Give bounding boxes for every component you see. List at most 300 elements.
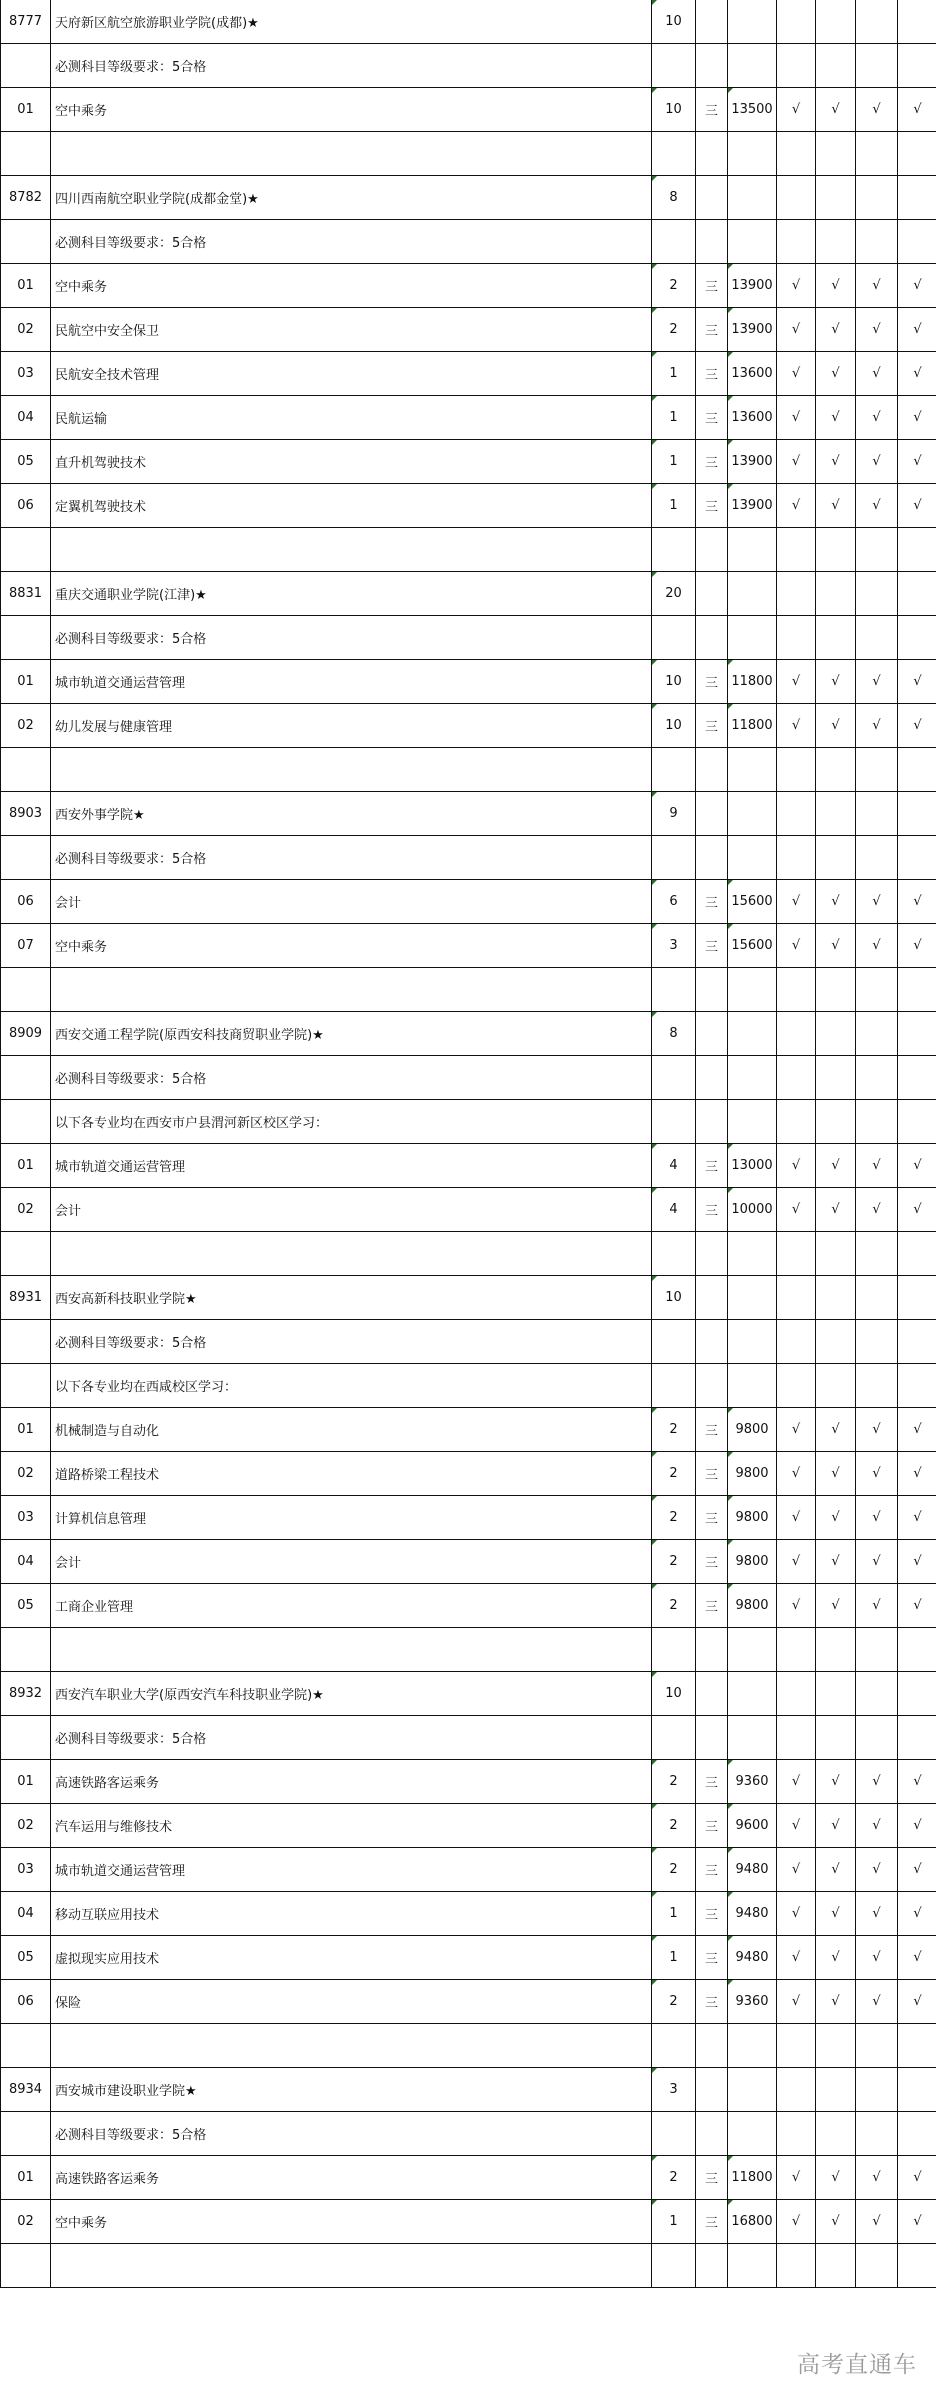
count-cell bbox=[652, 968, 696, 1012]
check-cell bbox=[777, 1056, 816, 1100]
count-cell bbox=[652, 220, 696, 264]
major-row bbox=[1, 484, 936, 528]
check-cell: √ bbox=[777, 660, 816, 704]
count-cell: 10 bbox=[652, 1276, 696, 1320]
count-cell: 9 bbox=[652, 792, 696, 836]
count-cell: 2 bbox=[652, 1452, 696, 1496]
blank-row bbox=[1, 968, 936, 1012]
count-cell: 8 bbox=[652, 1012, 696, 1056]
check-cell bbox=[816, 1672, 856, 1716]
level-cell: 三 bbox=[696, 924, 728, 968]
check-cell: √ bbox=[856, 704, 898, 748]
check-cell: √ bbox=[816, 704, 856, 748]
code-cell bbox=[1, 968, 51, 1012]
level-cell: 三 bbox=[696, 660, 728, 704]
code-cell: 02 bbox=[1, 1452, 51, 1496]
level-cell bbox=[696, 1276, 728, 1320]
level-cell: 三 bbox=[696, 1980, 728, 2024]
code-cell: 06 bbox=[1, 484, 51, 528]
check-cell: √ bbox=[777, 440, 816, 484]
check-cell bbox=[777, 1276, 816, 1320]
check-cell: √ bbox=[856, 1936, 898, 1980]
code-cell: 8777 bbox=[1, 0, 51, 44]
level-cell bbox=[696, 572, 728, 616]
fee-cell bbox=[728, 0, 777, 44]
code-cell: 01 bbox=[1, 660, 51, 704]
code-cell: 03 bbox=[1, 352, 51, 396]
check-cell bbox=[777, 616, 816, 660]
check-cell: √ bbox=[856, 1848, 898, 1892]
count-cell: 4 bbox=[652, 1144, 696, 1188]
note-row bbox=[1, 1320, 936, 1364]
level-cell bbox=[696, 2112, 728, 2156]
check-cell bbox=[898, 1716, 936, 1760]
level-cell bbox=[696, 2024, 728, 2068]
check-cell: √ bbox=[898, 264, 936, 308]
name-cell: 民航空中安全保卫 bbox=[51, 308, 652, 352]
level-cell: 三 bbox=[696, 264, 728, 308]
major-row bbox=[1, 1848, 936, 1892]
school-row bbox=[1, 2068, 936, 2112]
level-cell bbox=[696, 616, 728, 660]
code-cell: 06 bbox=[1, 880, 51, 924]
check-cell: √ bbox=[816, 1188, 856, 1232]
check-cell bbox=[898, 220, 936, 264]
check-cell: √ bbox=[816, 352, 856, 396]
check-cell bbox=[898, 176, 936, 220]
check-cell bbox=[777, 1716, 816, 1760]
level-cell: 三 bbox=[696, 396, 728, 440]
check-cell bbox=[856, 1320, 898, 1364]
note-row bbox=[1, 1056, 936, 1100]
major-row bbox=[1, 440, 936, 484]
major-row bbox=[1, 88, 936, 132]
code-cell: 02 bbox=[1, 704, 51, 748]
level-cell bbox=[696, 1716, 728, 1760]
check-cell: √ bbox=[898, 880, 936, 924]
fee-cell: 9480 bbox=[728, 1848, 777, 1892]
code-cell: 02 bbox=[1, 308, 51, 352]
fee-cell: 9360 bbox=[728, 1760, 777, 1804]
code-cell: 8932 bbox=[1, 1672, 51, 1716]
level-cell bbox=[696, 176, 728, 220]
level-cell: 三 bbox=[696, 1936, 728, 1980]
count-cell: 1 bbox=[652, 352, 696, 396]
count-cell: 2 bbox=[652, 1848, 696, 1892]
count-cell: 2 bbox=[652, 1760, 696, 1804]
name-cell: 计算机信息管理 bbox=[51, 1496, 652, 1540]
fee-cell: 13600 bbox=[728, 352, 777, 396]
check-cell bbox=[816, 2068, 856, 2112]
check-cell bbox=[898, 748, 936, 792]
check-cell bbox=[777, 2068, 816, 2112]
name-cell: 会计 bbox=[51, 1540, 652, 1584]
count-cell bbox=[652, 2112, 696, 2156]
name-cell: 工商企业管理 bbox=[51, 1584, 652, 1628]
name-cell: 机械制造与自动化 bbox=[51, 1408, 652, 1452]
check-cell bbox=[816, 2112, 856, 2156]
fee-cell: 9800 bbox=[728, 1496, 777, 1540]
check-cell bbox=[777, 1628, 816, 1672]
check-cell: √ bbox=[816, 1980, 856, 2024]
count-cell: 2 bbox=[652, 1804, 696, 1848]
level-cell: 三 bbox=[696, 2156, 728, 2200]
check-cell: √ bbox=[856, 880, 898, 924]
count-cell bbox=[652, 44, 696, 88]
check-cell: √ bbox=[898, 1144, 936, 1188]
check-cell: √ bbox=[816, 1496, 856, 1540]
check-cell bbox=[898, 616, 936, 660]
fee-cell: 9800 bbox=[728, 1452, 777, 1496]
major-row bbox=[1, 2200, 936, 2244]
check-cell: √ bbox=[898, 1452, 936, 1496]
check-cell bbox=[856, 528, 898, 572]
major-row bbox=[1, 1760, 936, 1804]
check-cell: √ bbox=[777, 1144, 816, 1188]
check-cell bbox=[898, 2112, 936, 2156]
name-cell bbox=[51, 2244, 652, 2288]
check-cell bbox=[856, 1232, 898, 1276]
major-row bbox=[1, 308, 936, 352]
check-cell bbox=[856, 1628, 898, 1672]
check-cell bbox=[898, 1232, 936, 1276]
fee-cell: 9480 bbox=[728, 1892, 777, 1936]
code-cell bbox=[1, 616, 51, 660]
check-cell bbox=[777, 528, 816, 572]
note-row bbox=[1, 836, 936, 880]
check-cell bbox=[898, 1100, 936, 1144]
check-cell bbox=[898, 1364, 936, 1408]
count-cell: 2 bbox=[652, 1584, 696, 1628]
level-cell bbox=[696, 220, 728, 264]
note-row bbox=[1, 616, 936, 660]
level-cell bbox=[696, 836, 728, 880]
name-cell: 定翼机驾驶技术 bbox=[51, 484, 652, 528]
major-row bbox=[1, 924, 936, 968]
check-cell: √ bbox=[777, 704, 816, 748]
name-cell bbox=[51, 1232, 652, 1276]
check-cell bbox=[898, 1672, 936, 1716]
check-cell: √ bbox=[856, 1804, 898, 1848]
name-cell: 空中乘务 bbox=[51, 924, 652, 968]
note-cell: 必测科目等级要求：5合格 bbox=[51, 1716, 652, 1760]
check-cell bbox=[816, 528, 856, 572]
fee-cell: 15600 bbox=[728, 924, 777, 968]
code-cell bbox=[1, 1320, 51, 1364]
check-cell bbox=[816, 616, 856, 660]
check-cell bbox=[898, 528, 936, 572]
level-cell: 三 bbox=[696, 1848, 728, 1892]
check-cell bbox=[777, 748, 816, 792]
code-cell: 04 bbox=[1, 1540, 51, 1584]
code-cell bbox=[1, 1056, 51, 1100]
count-cell: 6 bbox=[652, 880, 696, 924]
name-cell: 城市轨道交通运营管理 bbox=[51, 1144, 652, 1188]
count-cell: 1 bbox=[652, 1892, 696, 1936]
check-cell: √ bbox=[816, 1848, 856, 1892]
check-cell: √ bbox=[816, 440, 856, 484]
count-cell bbox=[652, 1716, 696, 1760]
check-cell: √ bbox=[816, 264, 856, 308]
code-cell: 8782 bbox=[1, 176, 51, 220]
code-cell bbox=[1, 2024, 51, 2068]
count-cell: 4 bbox=[652, 1188, 696, 1232]
check-cell bbox=[856, 132, 898, 176]
major-row bbox=[1, 1144, 936, 1188]
check-cell bbox=[856, 1276, 898, 1320]
fee-cell: 13900 bbox=[728, 264, 777, 308]
name-cell: 城市轨道交通运营管理 bbox=[51, 1848, 652, 1892]
major-row bbox=[1, 1540, 936, 1584]
check-cell: √ bbox=[856, 1760, 898, 1804]
check-cell: √ bbox=[777, 1408, 816, 1452]
check-cell bbox=[898, 1320, 936, 1364]
code-cell: 8903 bbox=[1, 792, 51, 836]
fee-cell: 10000 bbox=[728, 1188, 777, 1232]
check-cell bbox=[816, 0, 856, 44]
level-cell bbox=[696, 44, 728, 88]
fee-cell bbox=[728, 836, 777, 880]
check-cell bbox=[816, 792, 856, 836]
check-cell: √ bbox=[777, 264, 816, 308]
count-cell: 2 bbox=[652, 1496, 696, 1540]
code-cell: 01 bbox=[1, 1408, 51, 1452]
code-cell bbox=[1, 748, 51, 792]
check-cell bbox=[816, 2024, 856, 2068]
check-cell bbox=[898, 968, 936, 1012]
check-cell: √ bbox=[898, 352, 936, 396]
check-cell bbox=[898, 0, 936, 44]
check-cell: √ bbox=[777, 308, 816, 352]
blank-row bbox=[1, 1232, 936, 1276]
level-cell bbox=[696, 1628, 728, 1672]
name-cell: 四川西南航空职业学院(成都金堂)★ bbox=[51, 176, 652, 220]
count-cell: 2 bbox=[652, 1408, 696, 1452]
major-row bbox=[1, 2156, 936, 2200]
code-cell bbox=[1, 528, 51, 572]
level-cell bbox=[696, 1232, 728, 1276]
blank-row bbox=[1, 2244, 936, 2288]
check-cell: √ bbox=[777, 1804, 816, 1848]
code-cell: 07 bbox=[1, 924, 51, 968]
check-cell: √ bbox=[816, 880, 856, 924]
check-cell bbox=[816, 968, 856, 1012]
count-cell: 1 bbox=[652, 1936, 696, 1980]
code-cell: 02 bbox=[1, 2200, 51, 2244]
level-cell: 三 bbox=[696, 2200, 728, 2244]
check-cell bbox=[856, 1364, 898, 1408]
level-cell: 三 bbox=[696, 1408, 728, 1452]
check-cell: √ bbox=[898, 660, 936, 704]
check-cell: √ bbox=[856, 2156, 898, 2200]
check-cell: √ bbox=[898, 308, 936, 352]
fee-cell bbox=[728, 2068, 777, 2112]
note-row bbox=[1, 44, 936, 88]
check-cell bbox=[856, 1100, 898, 1144]
code-cell: 02 bbox=[1, 1804, 51, 1848]
check-cell bbox=[777, 2244, 816, 2288]
major-row bbox=[1, 396, 936, 440]
school-row bbox=[1, 0, 936, 44]
check-cell bbox=[898, 2068, 936, 2112]
note-cell: 必测科目等级要求：5合格 bbox=[51, 1320, 652, 1364]
check-cell: √ bbox=[816, 1584, 856, 1628]
name-cell bbox=[51, 132, 652, 176]
blank-row bbox=[1, 748, 936, 792]
check-cell: √ bbox=[898, 2200, 936, 2244]
check-cell bbox=[777, 2112, 816, 2156]
level-cell: 三 bbox=[696, 1584, 728, 1628]
major-row bbox=[1, 704, 936, 748]
check-cell: √ bbox=[777, 2156, 816, 2200]
check-cell bbox=[898, 44, 936, 88]
note-cell: 必测科目等级要求：5合格 bbox=[51, 1056, 652, 1100]
count-cell: 10 bbox=[652, 1672, 696, 1716]
check-cell: √ bbox=[816, 1936, 856, 1980]
check-cell: √ bbox=[898, 1980, 936, 2024]
name-cell: 汽车运用与维修技术 bbox=[51, 1804, 652, 1848]
check-cell bbox=[777, 0, 816, 44]
check-cell bbox=[816, 1716, 856, 1760]
level-cell: 三 bbox=[696, 484, 728, 528]
fee-cell bbox=[728, 528, 777, 572]
check-cell: √ bbox=[816, 2200, 856, 2244]
check-cell bbox=[856, 0, 898, 44]
check-cell: √ bbox=[856, 924, 898, 968]
fee-cell: 9800 bbox=[728, 1408, 777, 1452]
check-cell bbox=[777, 2024, 816, 2068]
school-row bbox=[1, 1012, 936, 1056]
check-cell bbox=[777, 44, 816, 88]
name-cell: 重庆交通职业学院(江津)★ bbox=[51, 572, 652, 616]
count-cell bbox=[652, 1232, 696, 1276]
check-cell bbox=[856, 836, 898, 880]
code-cell bbox=[1, 1716, 51, 1760]
level-cell: 三 bbox=[696, 1188, 728, 1232]
count-cell bbox=[652, 1056, 696, 1100]
check-cell: √ bbox=[856, 1496, 898, 1540]
check-cell bbox=[816, 1012, 856, 1056]
note-row bbox=[1, 2112, 936, 2156]
check-cell bbox=[777, 1364, 816, 1408]
count-cell bbox=[652, 2244, 696, 2288]
check-cell: √ bbox=[777, 1496, 816, 1540]
name-cell: 民航安全技术管理 bbox=[51, 352, 652, 396]
check-cell: √ bbox=[856, 1408, 898, 1452]
name-cell: 天府新区航空旅游职业学院(成都)★ bbox=[51, 0, 652, 44]
level-cell bbox=[696, 1320, 728, 1364]
check-cell bbox=[816, 836, 856, 880]
level-cell: 三 bbox=[696, 1452, 728, 1496]
check-cell: √ bbox=[898, 1496, 936, 1540]
check-cell bbox=[898, 836, 936, 880]
count-cell: 1 bbox=[652, 396, 696, 440]
note-cell: 以下各专业均在西安市户县渭河新区校区学习： bbox=[51, 1100, 652, 1144]
check-cell bbox=[856, 2068, 898, 2112]
check-cell: √ bbox=[816, 1144, 856, 1188]
check-cell bbox=[777, 836, 816, 880]
count-cell: 10 bbox=[652, 0, 696, 44]
fee-cell: 11800 bbox=[728, 704, 777, 748]
count-cell bbox=[652, 1320, 696, 1364]
check-cell bbox=[856, 748, 898, 792]
check-cell: √ bbox=[777, 1980, 816, 2024]
code-cell bbox=[1, 44, 51, 88]
check-cell: √ bbox=[856, 352, 898, 396]
check-cell bbox=[898, 1628, 936, 1672]
name-cell: 会计 bbox=[51, 1188, 652, 1232]
check-cell bbox=[816, 2244, 856, 2288]
major-row bbox=[1, 880, 936, 924]
level-cell bbox=[696, 1672, 728, 1716]
check-cell bbox=[816, 1100, 856, 1144]
check-cell: √ bbox=[816, 1452, 856, 1496]
check-cell bbox=[816, 44, 856, 88]
fee-cell bbox=[728, 132, 777, 176]
check-cell: √ bbox=[777, 1188, 816, 1232]
count-cell: 1 bbox=[652, 484, 696, 528]
check-cell bbox=[856, 968, 898, 1012]
count-cell: 10 bbox=[652, 704, 696, 748]
check-cell: √ bbox=[856, 1584, 898, 1628]
code-cell bbox=[1, 2112, 51, 2156]
name-cell: 空中乘务 bbox=[51, 264, 652, 308]
level-cell bbox=[696, 792, 728, 836]
note-row bbox=[1, 220, 936, 264]
check-cell bbox=[898, 132, 936, 176]
check-cell bbox=[816, 748, 856, 792]
fee-cell bbox=[728, 1320, 777, 1364]
fee-cell: 15600 bbox=[728, 880, 777, 924]
check-cell bbox=[856, 792, 898, 836]
blank-row bbox=[1, 528, 936, 572]
count-cell: 3 bbox=[652, 924, 696, 968]
level-cell: 三 bbox=[696, 880, 728, 924]
count-cell bbox=[652, 1364, 696, 1408]
code-cell: 05 bbox=[1, 1584, 51, 1628]
fee-cell bbox=[728, 176, 777, 220]
name-cell: 西安城市建设职业学院★ bbox=[51, 2068, 652, 2112]
check-cell: √ bbox=[898, 1584, 936, 1628]
code-cell: 02 bbox=[1, 1188, 51, 1232]
fee-cell bbox=[728, 792, 777, 836]
count-cell: 1 bbox=[652, 440, 696, 484]
check-cell: √ bbox=[856, 396, 898, 440]
code-cell bbox=[1, 1364, 51, 1408]
check-cell: √ bbox=[898, 1936, 936, 1980]
fee-cell: 11800 bbox=[728, 2156, 777, 2200]
name-cell: 西安交通工程学院(原西安科技商贸职业学院)★ bbox=[51, 1012, 652, 1056]
fee-cell: 9360 bbox=[728, 1980, 777, 2024]
code-cell: 01 bbox=[1, 2156, 51, 2200]
school-row bbox=[1, 1672, 936, 1716]
check-cell: √ bbox=[777, 1892, 816, 1936]
count-cell: 2 bbox=[652, 308, 696, 352]
check-cell: √ bbox=[898, 440, 936, 484]
level-cell: 三 bbox=[696, 88, 728, 132]
check-cell: √ bbox=[816, 1804, 856, 1848]
fee-cell bbox=[728, 1232, 777, 1276]
check-cell bbox=[856, 1716, 898, 1760]
name-cell: 直升机驾驶技术 bbox=[51, 440, 652, 484]
major-row bbox=[1, 1936, 936, 1980]
check-cell: √ bbox=[898, 704, 936, 748]
check-cell: √ bbox=[898, 88, 936, 132]
code-cell: 03 bbox=[1, 1848, 51, 1892]
count-cell bbox=[652, 2024, 696, 2068]
count-cell bbox=[652, 748, 696, 792]
level-cell: 三 bbox=[696, 1540, 728, 1584]
